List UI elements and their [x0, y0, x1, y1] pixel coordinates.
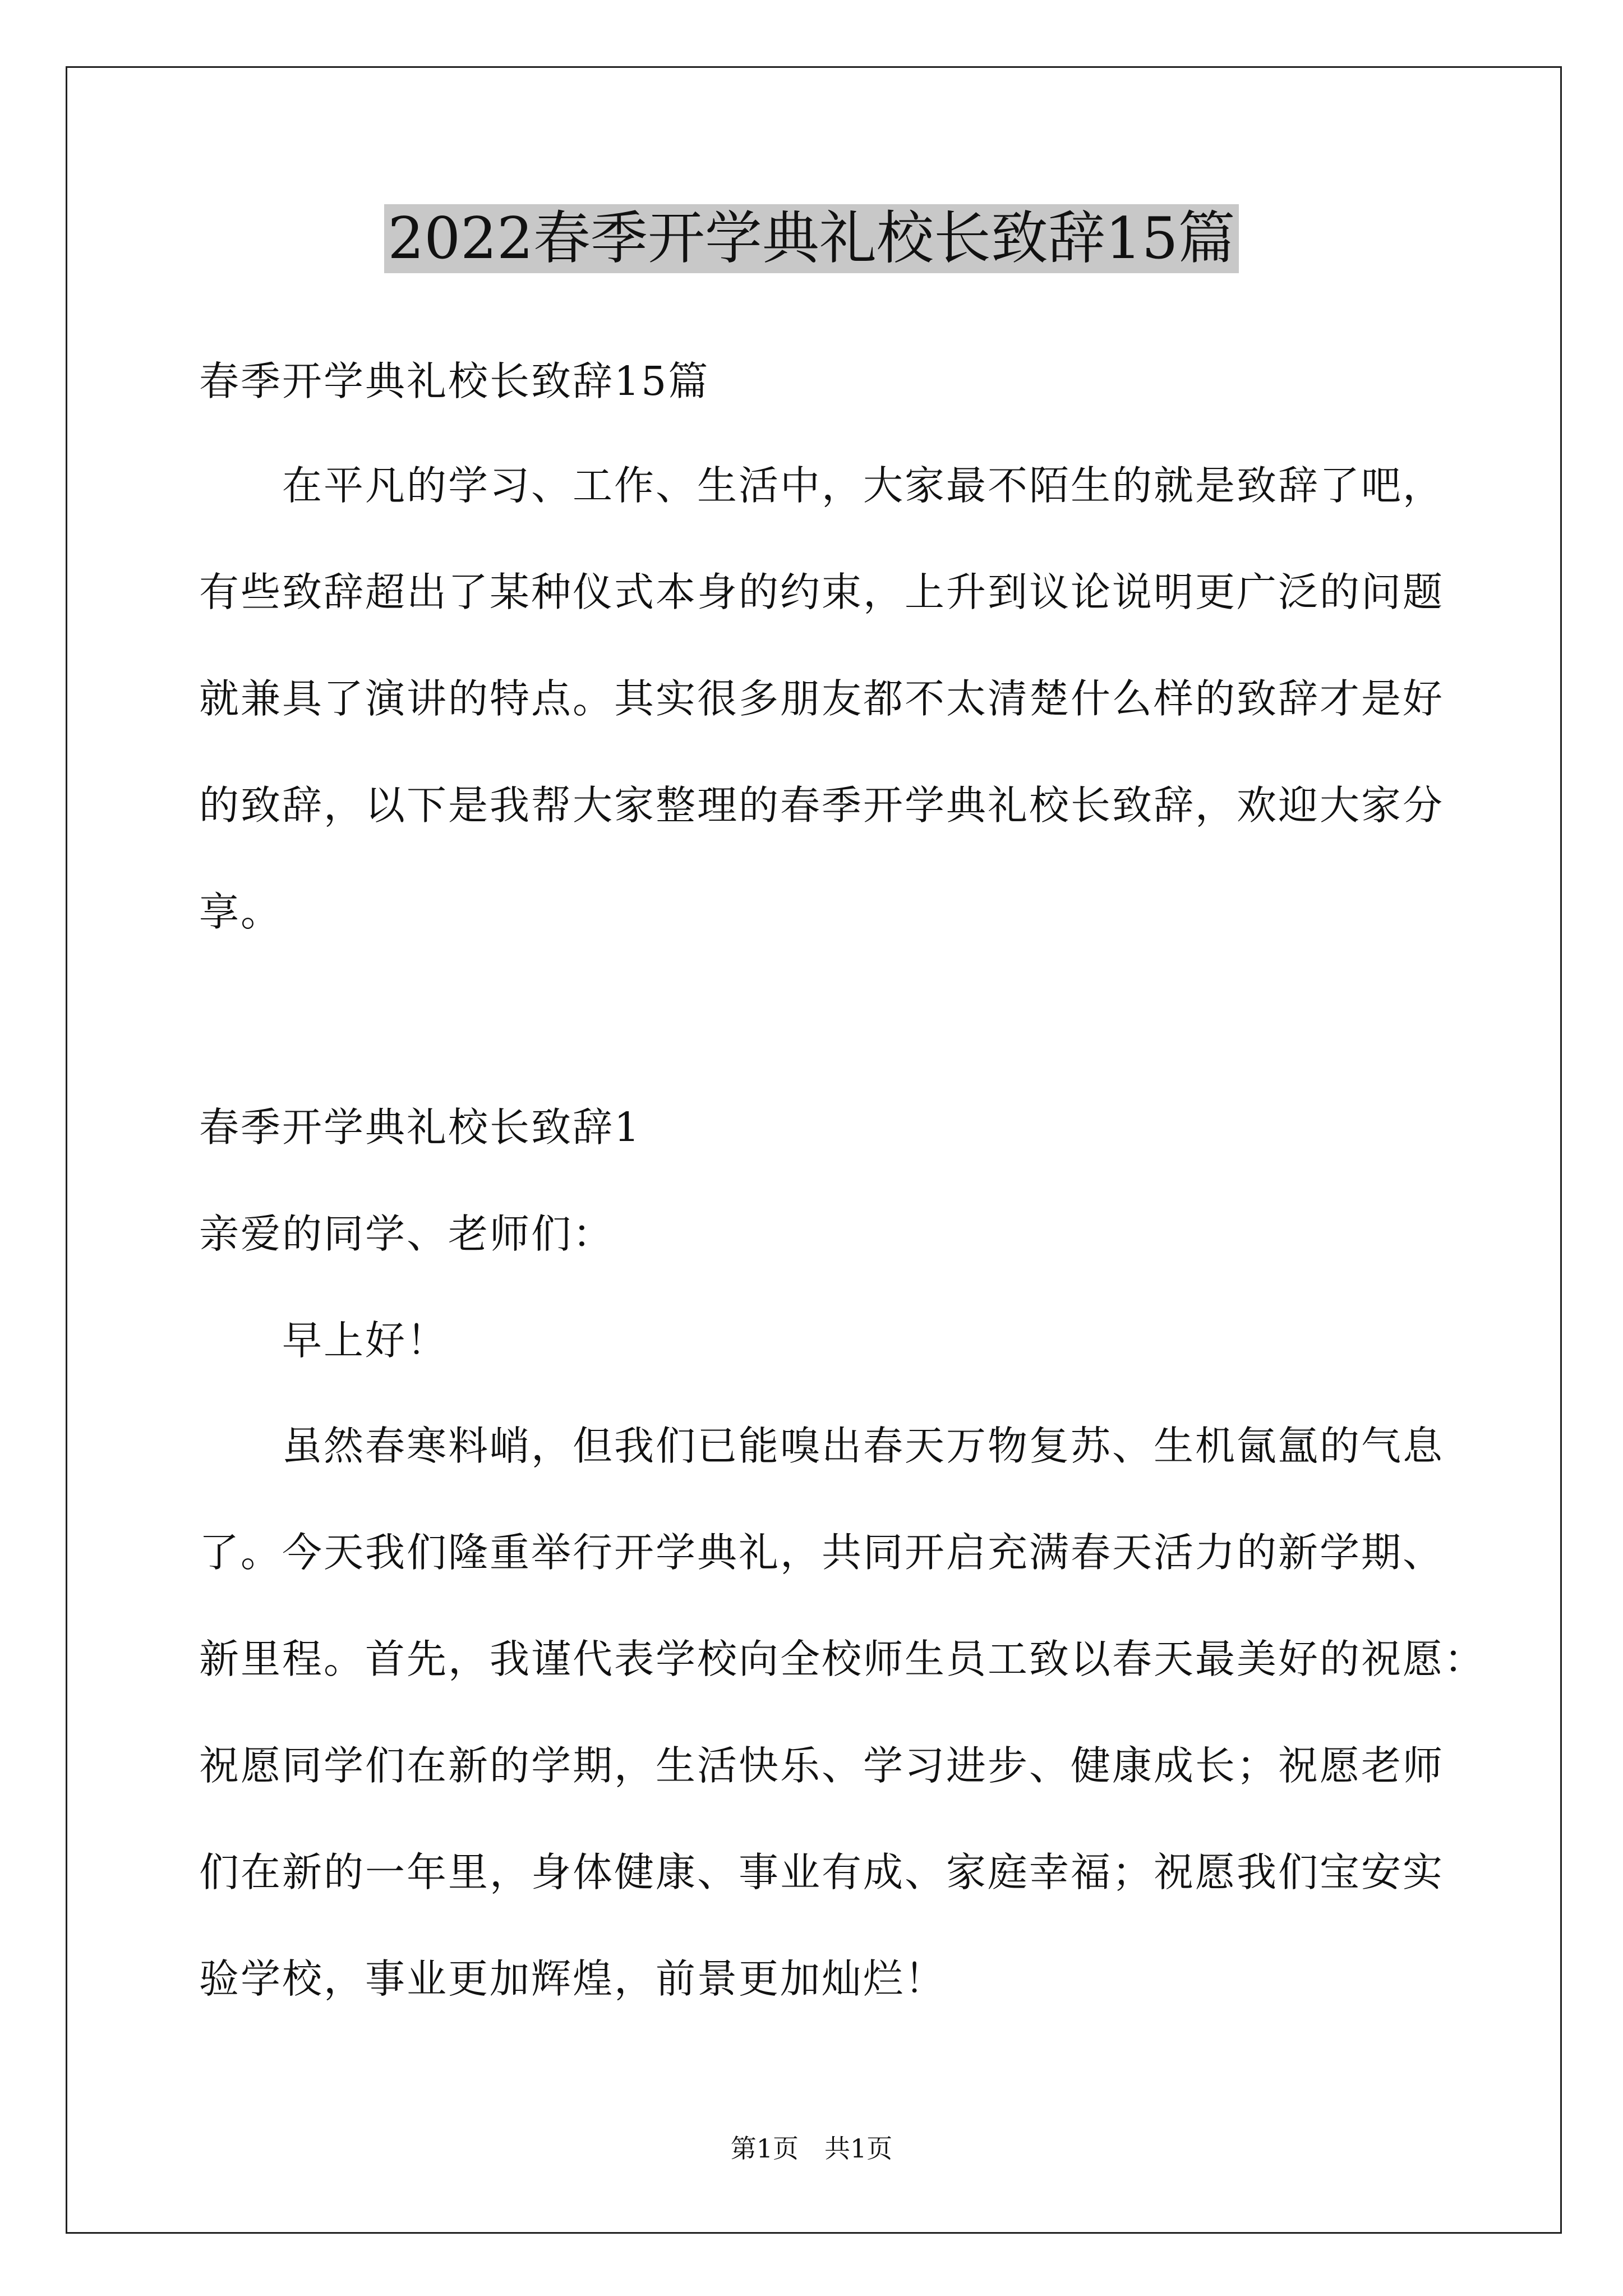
document-title: [0, 203, 1623, 275]
body-line-2: 了。今天我们隆重举行开学典礼，共同开启充满春天活力的新学期、: [199, 1529, 1445, 1576]
intro-line-4: 的致辞，以下是我帮大家整理的春季开学典礼校长致辞，欢迎大家分: [199, 782, 1445, 829]
body-line-3: 新里程。首先，我谨代表学校向全校师生员工致以春天最美好的祝愿：: [199, 1636, 1486, 1682]
document-subtitle: 春季开学典礼校长致辞15篇: [199, 358, 710, 404]
salutation: 亲爱的同学、老师们：: [199, 1211, 615, 1257]
intro-line-2: 有些致辞超出了某种仪式本身的约束，上升到议论说明更广泛的问题: [199, 569, 1445, 615]
body-line-4: 祝愿同学们在新的学期，生活快乐、学习进步、健康成长；祝愿老师: [199, 1742, 1445, 1789]
page-footer: 第1页 共1页: [730, 2133, 893, 2164]
intro-line-5: 享。: [199, 889, 283, 935]
greeting: 早上好！: [282, 1317, 449, 1364]
intro-line-3: 就兼具了演讲的特点。其实很多朋友都不太清楚什么样的致辞才是好: [199, 675, 1445, 722]
body-line-5: 们在新的一年里，身体健康、事业有成、家庭幸福；祝愿我们宝安实: [199, 1849, 1445, 1895]
body-line-6: 验学校，事业更加辉煌，前景更加灿烂！: [199, 1955, 947, 2002]
body-line-1: 虽然春寒料峭，但我们已能嗅出春天万物复苏、生机氤氲的气息: [282, 1423, 1445, 1469]
section-heading: 春季开学典礼校长致辞1: [199, 1104, 642, 1151]
document-title-text: 2022春季开学典礼校长致辞15篇: [384, 204, 1238, 273]
intro-line-1: 在平凡的学习、工作、生活中，大家最不陌生的就是致辞了吧，: [282, 462, 1445, 509]
